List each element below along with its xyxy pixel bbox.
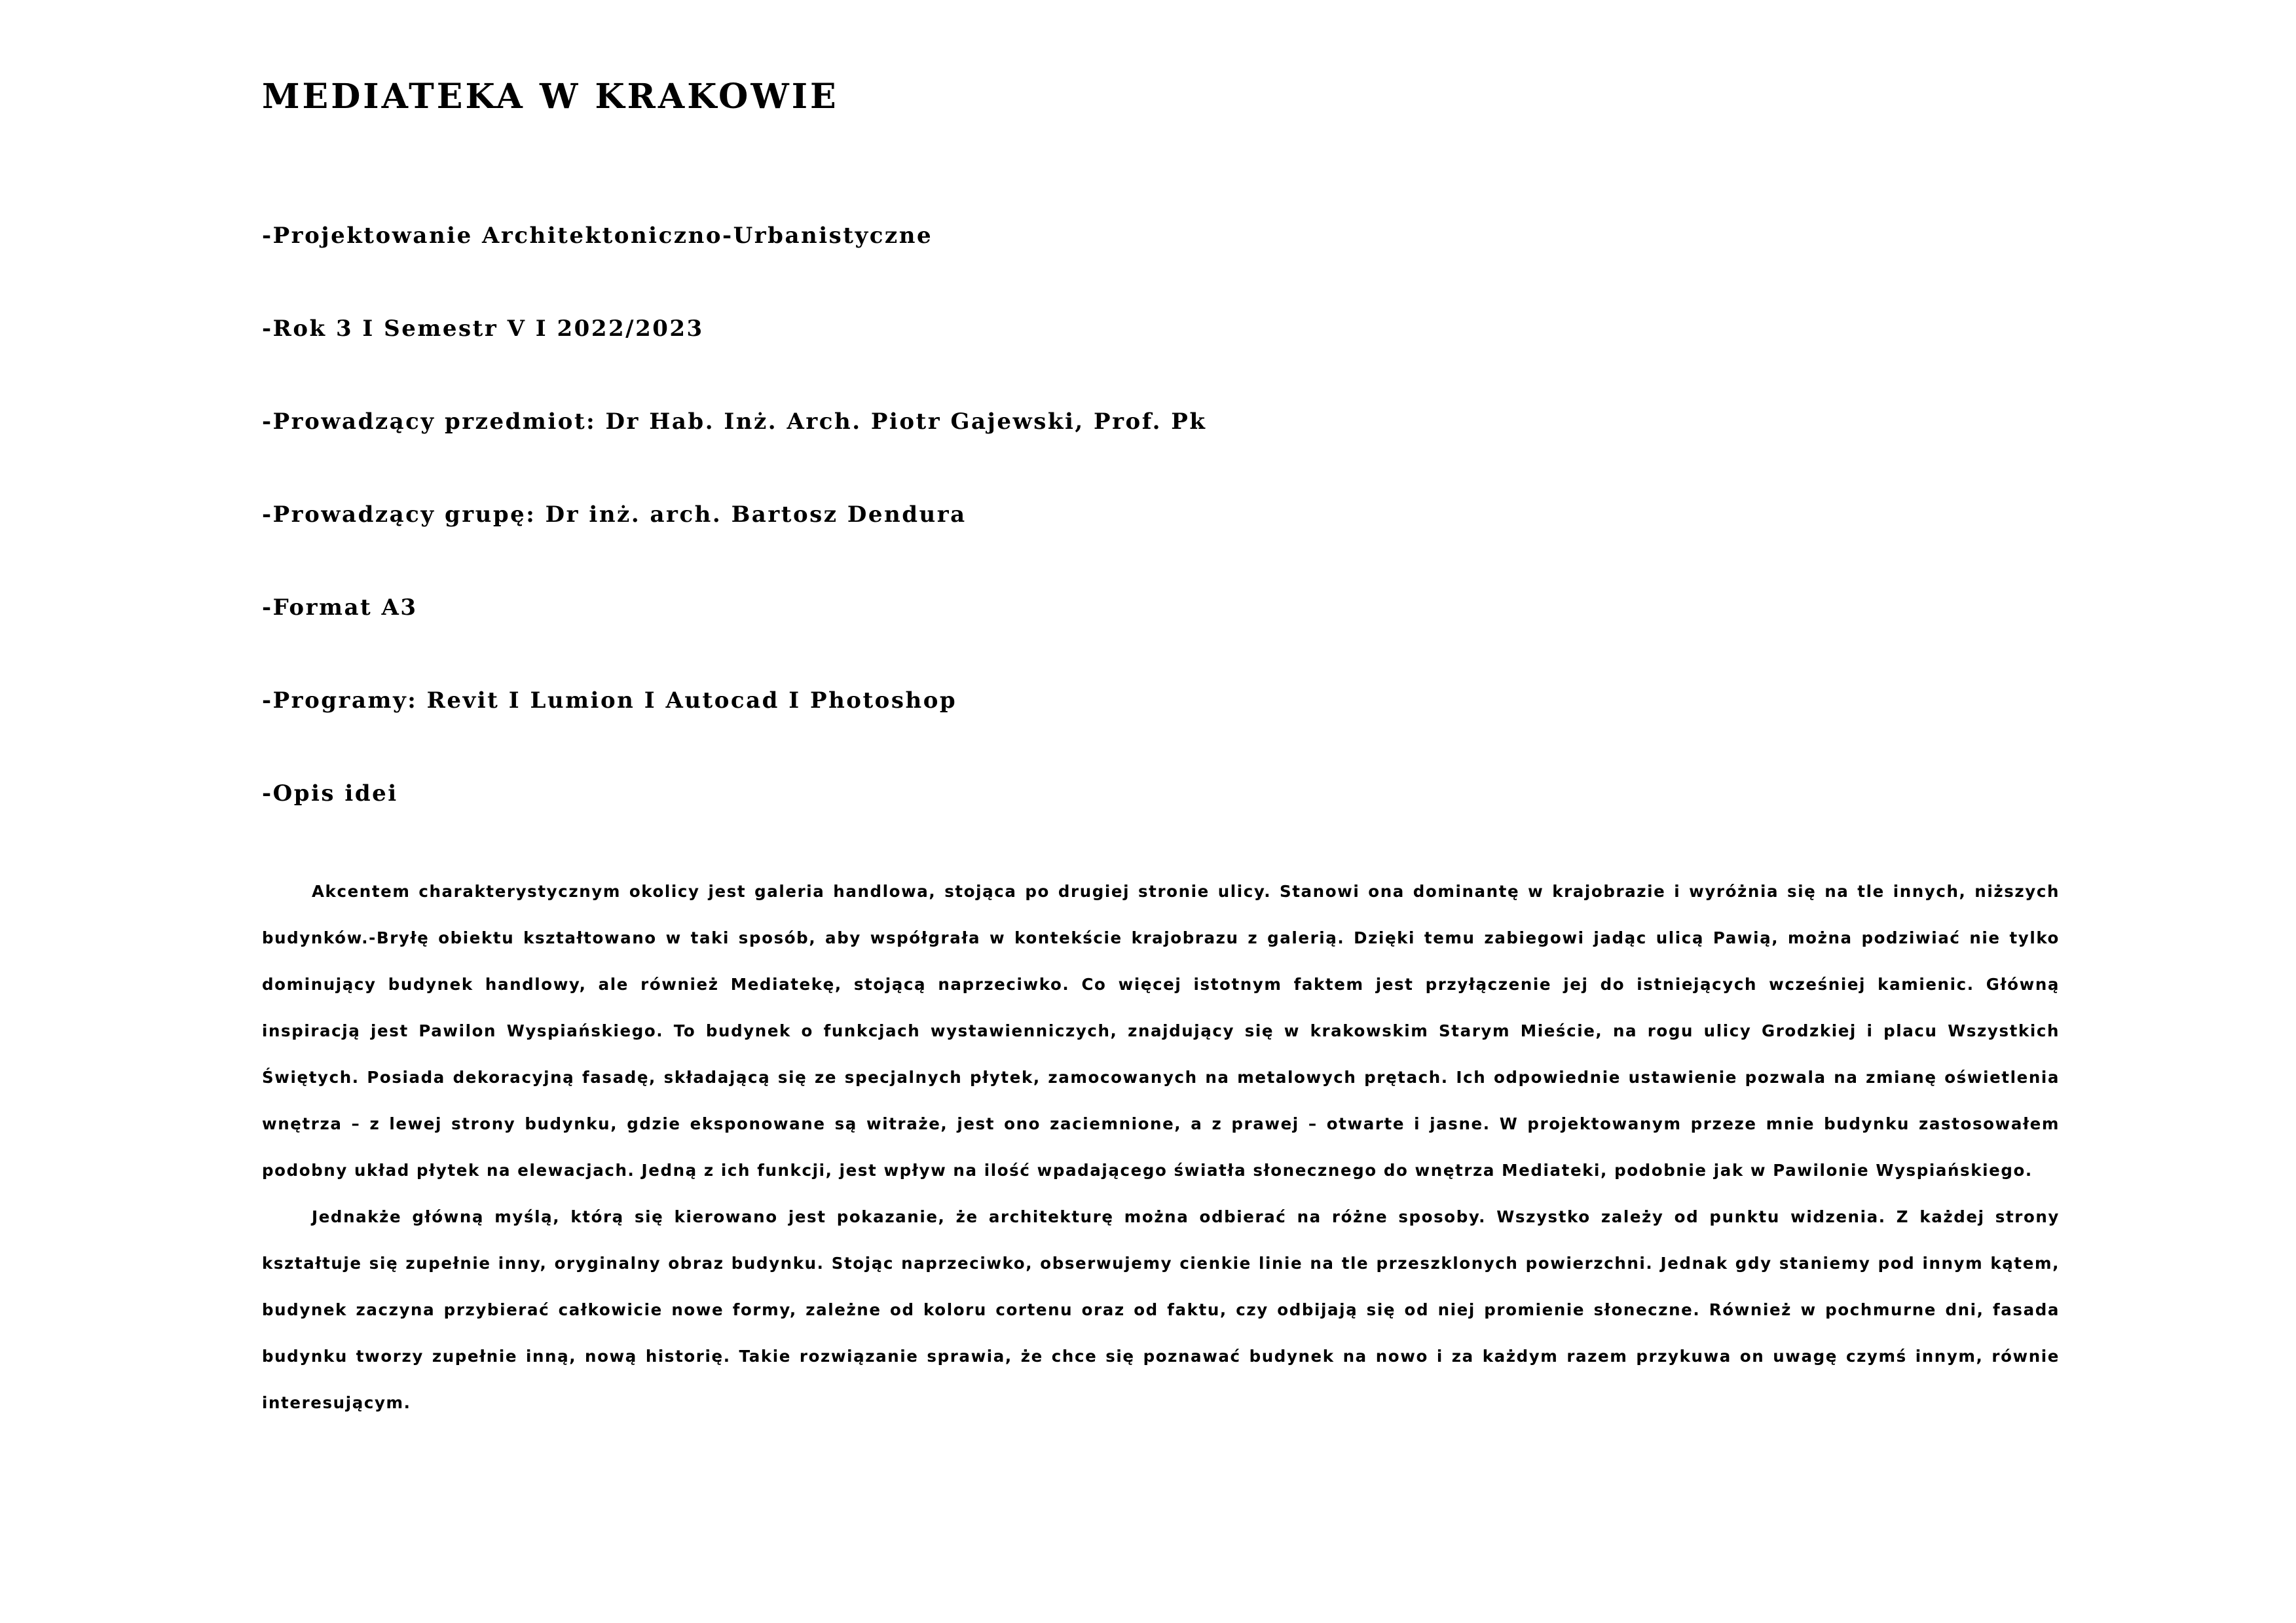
meta-course: -Projektowanie Architektoniczno-Urbanistyczne bbox=[262, 223, 933, 249]
description-paragraph: Jednakże główną myślą, którą się kierowano jest pokazanie, że architekturę można odbierać na różne sposoby. Wszystko zależy od punktu widzenia. Z każdej strony kształtuje się zupełnie inny, oryginalny obraz budynku. Stojąc naprzeciwko, obserwujemy cienkie linie na tle przeszklonych powierzchni. Jednak gdy staniemy pod innym kątem, budynek zaczyna przybierać całkowicie nowe formy, zależne od koloru cortenu oraz od faktu, czy odbijają się od niej promienie słoneczne. Również w pochmurne dni, fasada budynku tworzy zupełnie inną, nową historię. Takie rozwiązanie sprawia, że chce się poznawać budynek na nowo i za każdym razem przykuwa on uwagę czymś innym, równie interesującym. bbox=[262, 1207, 2060, 1412]
idea-description bbox=[262, 868, 2060, 1426]
project-meta-list bbox=[262, 220, 1206, 871]
meta-software: -Programy: Revit I Lumion I Autocad I Photoshop bbox=[262, 687, 957, 714]
meta-idea-heading: -Opis idei bbox=[262, 780, 398, 807]
meta-course-lecturer: -Prowadzący przedmiot: Dr Hab. Inż. Arch. Piotr Gajewski, Prof. Pk bbox=[262, 409, 1207, 435]
meta-year-semester: -Rok 3 I Semestr V I 2022/2023 bbox=[262, 316, 704, 342]
document-title: MEDIATEKA W KRAKOWIE bbox=[262, 77, 839, 117]
meta-format: -Format A3 bbox=[262, 594, 418, 621]
description-paragraph: Akcentem charakterystycznym okolicy jest galeria handlowa, stojąca po drugiej stronie ulicy. Stanowi ona dominantę w krajobrazie i wyróżnia się na tle innych, niższych budynków.-Bryłę obiektu kształtowano w taki sposób, aby współgrała w kontekście krajobrazu z galerią. Dzięki temu zabiegowi jadąc ulicą Pawią, można podziwiać nie tylko dominujący budynek handlowy, ale również Mediatekę, stojącą naprzeciwko. Co więcej istotnym faktem jest przyłączenie jej do istniejących wcześniej kamienic. Główną inspiracją jest Pawilon Wyspiańskiego. To budynek o funkcjach wystawienniczych, znajdujący się w krakowskim Starym Mieście, na rogu ulicy Grodzkiej i placu Wszystkich Świętych. Posiada dekoracyjną fasadę, składającą się ze specjalnych płytek, zamocowanych na metalowych prętach. Ich odpowiednie ustawienie pozwala na zmianę oświetlenia wnętrza – z lewej strony budynku, gdzie eksponowane są witraże, jest ono zaciemnione, a z prawej – otwarte i jasne. W projektowanym przeze mnie budynku zastosowałem podobny układ płytek na elewacjach. Jedną z ich funkcji, jest wpływ na ilość wpadającego światła słonecznego do wnętrza Mediateki, podobnie jak w Pawilonie Wyspiańskiego. bbox=[262, 882, 2060, 1180]
meta-group-lecturer: -Prowadzący grupę: Dr inż. arch. Bartosz Dendura bbox=[262, 501, 967, 528]
